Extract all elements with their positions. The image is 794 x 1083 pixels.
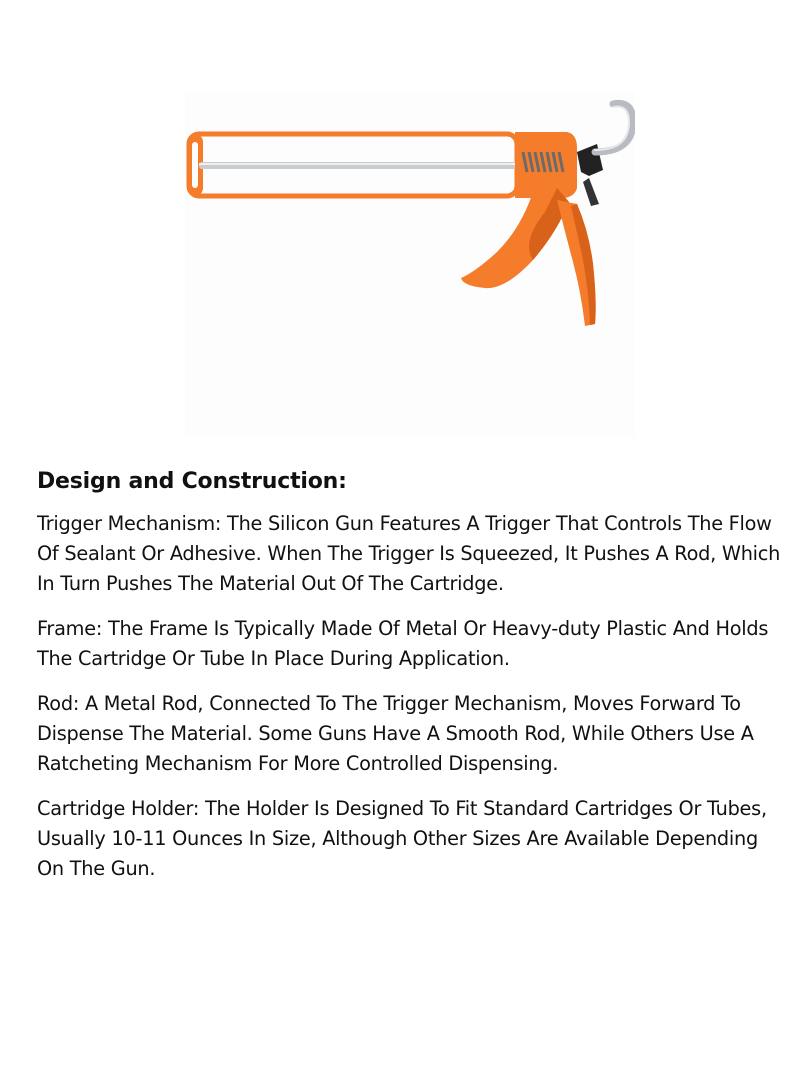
section-title: Design and Construction: (37, 469, 347, 494)
release-tab (583, 178, 599, 206)
paragraph-trigger-mechanism: Trigger Mechanism: The Silicon Gun Features A Trigger That Controls The Flow Of Sealant Or Adhesive. When The Trigger Is Squeezed, It Pushes A Rod, Which In Turn Pushes The Material Out Of The Cartridge. (37, 512, 781, 595)
paragraph-rod: Rod: A Metal Rod, Connected To The Trigger Mechanism, Moves Forward To Dispense The Material. Some Guns Have A Smooth Rod, While Others Use A Ratcheting Mechanism For More Controlled Dispensing. (37, 692, 754, 775)
caulking-gun-icon (185, 92, 635, 437)
paragraph-cartridge-holder: Cartridge Holder: The Holder Is Designed To Fit Standard Cartridges Or Tubes, Usually 10-11 Ounces In Size, Although Other Sizes Are Available Depending On The Gun. (37, 797, 767, 880)
frame-front-cap-inner (192, 142, 198, 188)
product-image (185, 92, 635, 437)
rod-highlight (199, 163, 529, 165)
paragraph-frame: Frame: The Frame Is Typically Made Of Metal Or Heavy-duty Plastic And Holds The Cartridge Or Tube In Place During Application. (37, 617, 769, 670)
description-section (37, 467, 782, 899)
